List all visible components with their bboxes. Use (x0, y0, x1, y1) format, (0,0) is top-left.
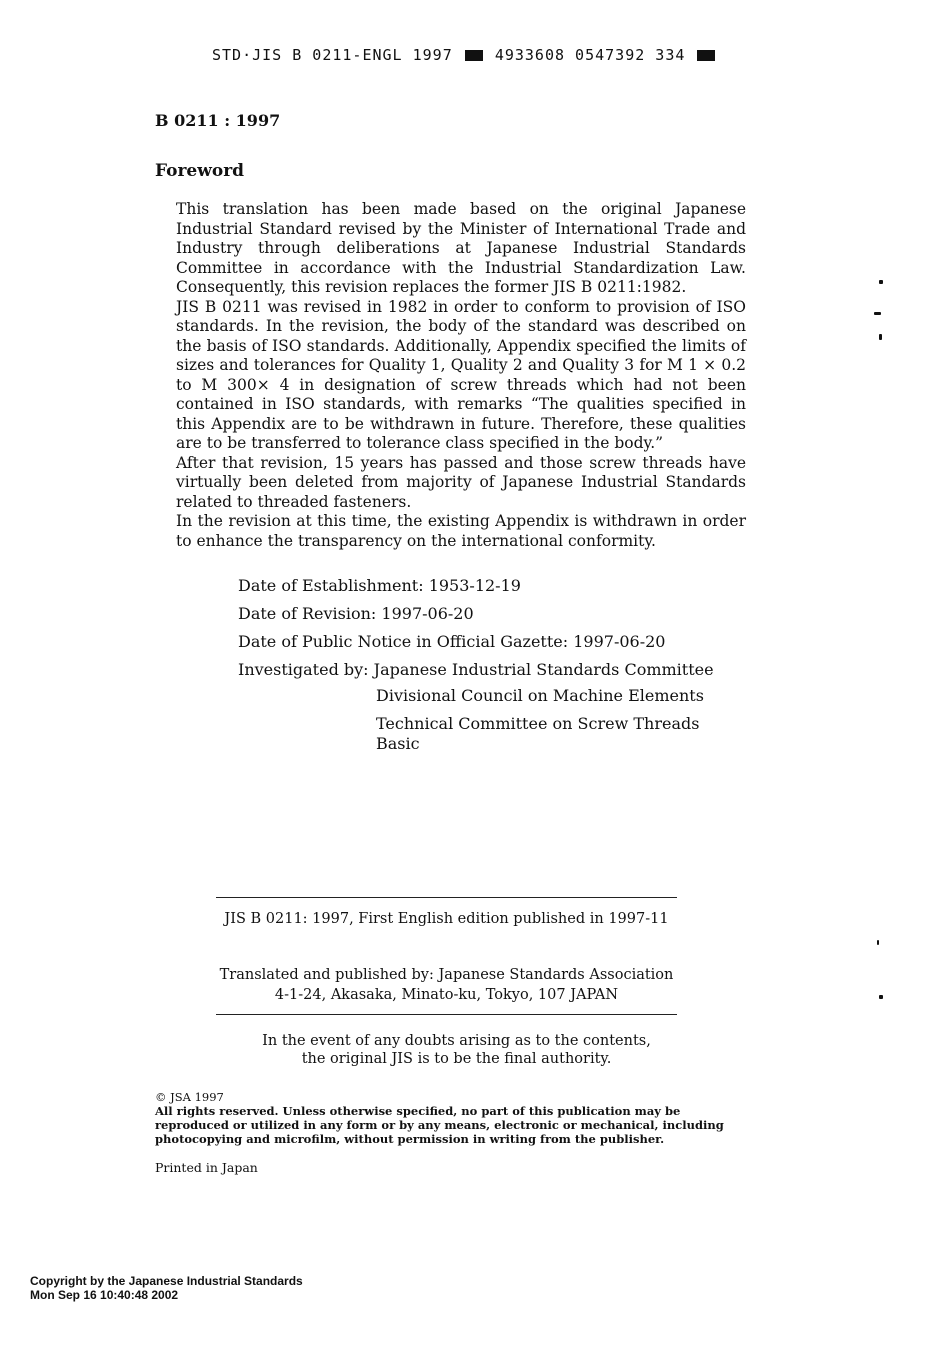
header-code (212, 46, 717, 64)
doubt-line-2: the original JIS is to be the final authority. (301, 1051, 612, 1067)
document-id: B 0211 : 1997 (155, 111, 281, 130)
foreword-paragraph: This translation has been made based on the original Japanese Industrial Standard revised by the Minister of International Trade and Industry through deliberations at Japanese Industrial Standards Committee in accordance with the Industrial Standardization Law. Consequently, this revision replaces the former JIS B 0211:1982. (176, 200, 746, 296)
foreword-paragraph: JIS B 0211 was revised in 1982 in order to conform to provision of ISO standards. In the revision, the body of the standard was described on the basis of ISO standards. Additionally, Appendix specified the limits of sizes and tolerances for Quality 1, Quality 2 and Quality 3 for M 1 × 0.2 to M 300× 4 in designation of screw threads which had not been contained in ISO standards, with remarks “The qualities specified in this Appendix are to be withdrawn in future. Therefore, these qualities are to be transferred to tolerance class specified in the body.” (176, 297, 746, 452)
dates-block (238, 572, 714, 684)
translated-by: Translated and published by: Japanese Standards Association (219, 967, 674, 983)
black-block-mark (465, 50, 483, 61)
copyright-stamp (30, 1274, 303, 1302)
doubt-line-1: In the event of any doubts arising as to the contents, (262, 1033, 651, 1049)
scan-speck (874, 312, 881, 315)
date-public-notice: Date of Public Notice in Official Gazette: 1997-06-20 (238, 632, 666, 651)
investigated-council: Divisional Council on Machine Elements (376, 686, 704, 705)
publisher-address: 4-1-24, Akasaka, Minato-ku, Tokyo, 107 JAPAN (274, 987, 619, 1003)
investigated-technical-committee-basic: Basic (376, 734, 420, 753)
date-revision: Date of Revision: 1997-06-20 (238, 604, 474, 623)
foreword-paragraph: In the revision at this time, the existing Appendix is withdrawn in order to enhance the transparency on the international conformity. (176, 512, 746, 550)
rights-statement: All rights reserved. Unless otherwise specified, no part of this publication may be reproduced or utilized in any form or by any means, electronic or mechanical, including photocopying and microfilm, without permission in writing from the publisher. (155, 1104, 724, 1146)
investigated-by: Investigated by: Japanese Industrial Standards Committee (238, 660, 714, 679)
edition-line: JIS B 0211: 1997, First English edition published in 1997-11 (224, 911, 669, 927)
investigated-technical-committee: Technical Committee on Screw Threads (376, 714, 700, 733)
scan-speck (877, 940, 879, 945)
date-establishment: Date of Establishment: 1953-12-19 (238, 576, 521, 595)
printed-in: Printed in Japan (155, 1160, 258, 1175)
scan-speck (879, 280, 883, 284)
copyright-block (155, 1090, 755, 1146)
copyright-symbol-line: © JSA 1997 (155, 1090, 224, 1104)
stamp-line-1: Copyright by the Japanese Industrial Standards (30, 1274, 303, 1288)
foreword-body (176, 200, 746, 551)
divider-bottom (216, 1014, 677, 1015)
header-code-part2: 4933608 0547392 334 (494, 46, 686, 64)
black-block-mark (697, 50, 715, 61)
stamp-line-2: Mon Sep 16 10:40:48 2002 (30, 1288, 179, 1302)
scan-speck (879, 995, 883, 999)
foreword-paragraph: After that revision, 15 years has passed and those screw threads have virtually been deleted from majority of Japanese Industrial Standards related to threaded fasteners. (176, 453, 746, 511)
divider-top (216, 897, 677, 898)
foreword-title: Foreword (155, 161, 245, 181)
scan-speck (879, 334, 882, 340)
header-code-part1: STD·JIS B 0211-ENGL 1997 (212, 46, 453, 64)
